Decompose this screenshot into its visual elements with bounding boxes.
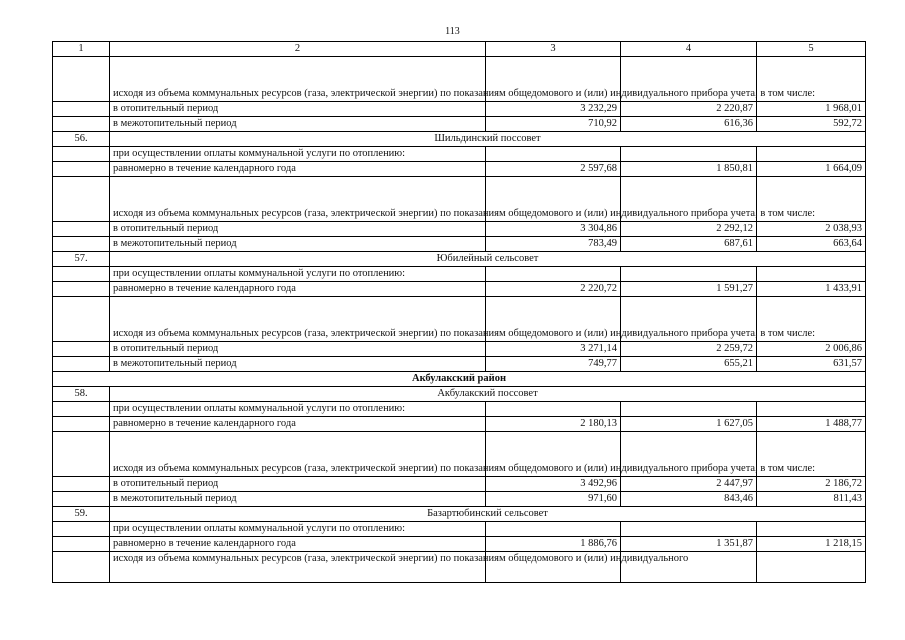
value-col3 [486, 147, 621, 162]
value-col5: 631,57 [757, 357, 866, 372]
row-label: исходя из объема коммунальных ресурсов (газа, электрической энергии) по показаниям общедомового и (или) индивидуального прибора учета, в том числе: [110, 432, 486, 477]
value-col4 [621, 147, 757, 162]
value-col5: 2 038,93 [757, 222, 866, 237]
value-col3: 749,77 [486, 357, 621, 372]
table-row [53, 342, 866, 357]
row-number [53, 402, 110, 417]
row-label: исходя из объема коммунальных ресурсов (газа, электрической энергии) по показаниям общедомового и (или) индивидуального [110, 552, 486, 583]
header-row [53, 42, 866, 57]
value-col5 [757, 552, 866, 583]
table-row [53, 147, 866, 162]
value-col3: 3 304,86 [486, 222, 621, 237]
table-row [53, 537, 866, 552]
value-col5: 1 218,15 [757, 537, 866, 552]
row-label: исходя из объема коммунальных ресурсов (газа, электрической энергии) по показаниям общедомового и (или) индивидуального прибора учета, в том числе: [110, 57, 486, 102]
row-label: при осуществлении оплаты коммунальной услуги по отоплению: [110, 402, 486, 417]
value-col5: 2 006,86 [757, 342, 866, 357]
row-number [53, 552, 110, 583]
value-col5: 1 968,01 [757, 102, 866, 117]
section-title: Шильдинский поссовет [110, 132, 866, 147]
table-row [53, 282, 866, 297]
row-label: равномерно в течение календарного года [110, 162, 486, 177]
row-label: в отопительный период [110, 102, 486, 117]
row-label: исходя из объема коммунальных ресурсов (газа, электрической энергии) по показаниям общедомового и (или) индивидуального прибора учета, в том числе: [110, 297, 486, 342]
row-number: 57. [53, 252, 110, 267]
value-col4: 2 259,72 [621, 342, 757, 357]
row-number [53, 282, 110, 297]
row-number: 58. [53, 387, 110, 402]
row-number [53, 477, 110, 492]
value-col3 [486, 522, 621, 537]
row-number [53, 237, 110, 252]
row-number [53, 102, 110, 117]
table-row [53, 417, 866, 432]
row-label: в межотопительный период [110, 237, 486, 252]
value-col4: 655,21 [621, 357, 757, 372]
row-number [53, 522, 110, 537]
row-label: при осуществлении оплаты коммунальной услуги по отоплению: [110, 267, 486, 282]
section-title: Юбилейный сельсовет [110, 252, 866, 267]
header-cell: 3 [486, 42, 621, 57]
value-col3: 3 232,29 [486, 102, 621, 117]
row-number [53, 537, 110, 552]
section-row [53, 252, 866, 267]
row-label: в межотопительный период [110, 357, 486, 372]
row-number [53, 222, 110, 237]
value-col5: 592,72 [757, 117, 866, 132]
tariff-table [52, 41, 866, 583]
header-cell: 2 [110, 42, 486, 57]
value-col4: 2 447,97 [621, 477, 757, 492]
row-number [53, 147, 110, 162]
row-label: в межотопительный период [110, 117, 486, 132]
value-col4 [621, 267, 757, 282]
header-cell: 1 [53, 42, 110, 57]
table-row [53, 552, 866, 583]
row-number [53, 57, 110, 102]
row-number [53, 162, 110, 177]
value-col4: 687,61 [621, 237, 757, 252]
row-label: в отопительный период [110, 222, 486, 237]
value-col3 [486, 402, 621, 417]
row-label: равномерно в течение календарного года [110, 282, 486, 297]
table-row [53, 522, 866, 537]
row-label: при осуществлении оплаты коммунальной услуги по отоплению: [110, 522, 486, 537]
table-row [53, 492, 866, 507]
value-col4: 616,36 [621, 117, 757, 132]
row-label: в межотопительный период [110, 492, 486, 507]
value-col4: 1 591,27 [621, 282, 757, 297]
row-label: в отопительный период [110, 477, 486, 492]
table-row [53, 57, 866, 102]
value-col3: 3 271,14 [486, 342, 621, 357]
table-row [53, 237, 866, 252]
table-row [53, 222, 866, 237]
table-row [53, 297, 866, 342]
region-row [53, 372, 866, 387]
value-col4: 2 292,12 [621, 222, 757, 237]
table-row [53, 357, 866, 372]
row-number [53, 492, 110, 507]
row-number [53, 342, 110, 357]
row-number: 59. [53, 507, 110, 522]
row-number [53, 267, 110, 282]
value-col3: 971,60 [486, 492, 621, 507]
page-number: 113 [445, 26, 460, 37]
row-number [53, 117, 110, 132]
value-col4: 2 220,87 [621, 102, 757, 117]
value-col3: 2 597,68 [486, 162, 621, 177]
value-col3: 2 180,13 [486, 417, 621, 432]
region-title: Акбулакский район [53, 372, 866, 387]
row-label: исходя из объема коммунальных ресурсов (газа, электрической энергии) по показаниям общедомового и (или) индивидуального прибора учета, в том числе: [110, 177, 486, 222]
row-label: при осуществлении оплаты коммунальной услуги по отоплению: [110, 147, 486, 162]
value-col5: 1 433,91 [757, 282, 866, 297]
value-col5: 811,43 [757, 492, 866, 507]
row-number [53, 357, 110, 372]
value-col5 [757, 267, 866, 282]
row-number [53, 417, 110, 432]
row-label: в отопительный период [110, 342, 486, 357]
value-col5: 2 186,72 [757, 477, 866, 492]
row-number [53, 177, 110, 222]
table-row [53, 162, 866, 177]
table-row [53, 432, 866, 477]
value-col4 [621, 402, 757, 417]
row-number: 56. [53, 132, 110, 147]
value-col3: 3 492,96 [486, 477, 621, 492]
value-col3 [486, 267, 621, 282]
table-row [53, 177, 866, 222]
row-number [53, 297, 110, 342]
section-row [53, 387, 866, 402]
row-label: равномерно в течение календарного года [110, 537, 486, 552]
value-col5 [757, 147, 866, 162]
value-col5: 1 664,09 [757, 162, 866, 177]
value-col5 [757, 402, 866, 417]
value-col3: 710,92 [486, 117, 621, 132]
value-col3: 1 886,76 [486, 537, 621, 552]
table-row [53, 477, 866, 492]
value-col4: 1 351,87 [621, 537, 757, 552]
section-row [53, 132, 866, 147]
value-col4: 1 627,05 [621, 417, 757, 432]
section-row [53, 507, 866, 522]
value-col4: 843,46 [621, 492, 757, 507]
section-title: Базартюбинский сельсовет [110, 507, 866, 522]
header-cell: 4 [621, 42, 757, 57]
header-cell: 5 [757, 42, 866, 57]
section-title: Акбулакский поссовет [110, 387, 866, 402]
value-col4: 1 850,81 [621, 162, 757, 177]
value-col5 [757, 522, 866, 537]
value-col3: 2 220,72 [486, 282, 621, 297]
value-col4 [621, 522, 757, 537]
table-row [53, 117, 866, 132]
table-row [53, 402, 866, 417]
row-number [53, 432, 110, 477]
value-col5: 663,64 [757, 237, 866, 252]
table-row [53, 102, 866, 117]
value-col3: 783,49 [486, 237, 621, 252]
table-row [53, 267, 866, 282]
value-col5: 1 488,77 [757, 417, 866, 432]
row-label: равномерно в течение календарного года [110, 417, 486, 432]
